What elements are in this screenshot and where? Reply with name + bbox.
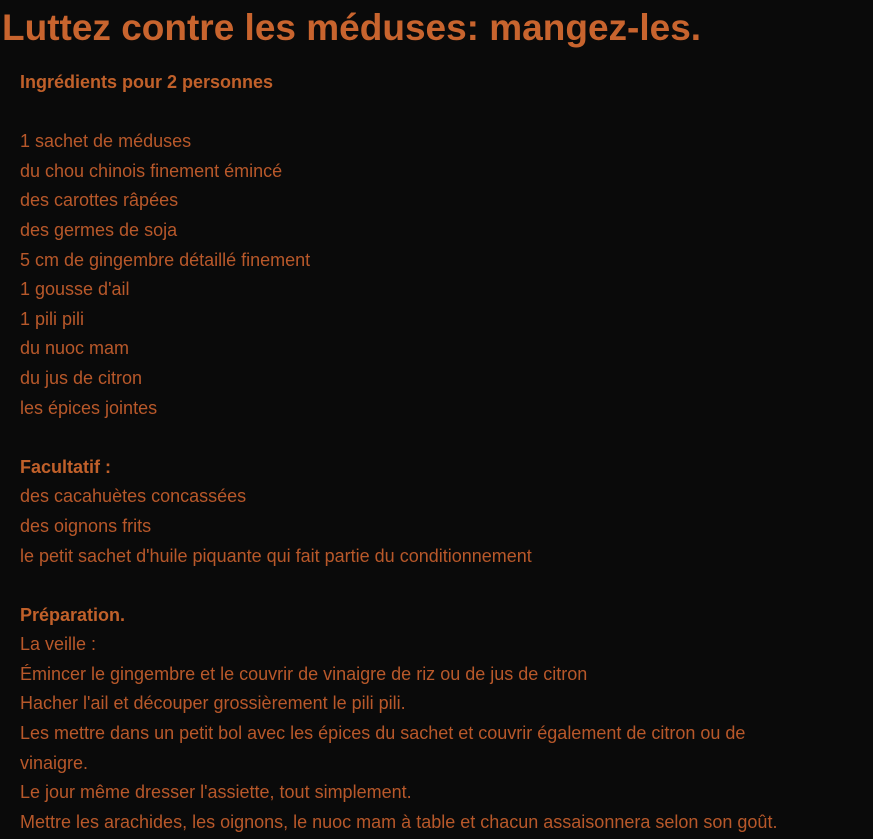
preparation-line: Le jour même dresser l'assiette, tout simplement. [20, 782, 412, 803]
spacer [20, 423, 870, 453]
ingredients-heading: Ingrédients pour 2 personnes [20, 72, 274, 92]
preparation-line: Mettre les arachides, les oignons, le nuoc mam à table et chacun assaisonnera selon son goût. [20, 811, 778, 832]
ingredient-item: du jus de citron [20, 367, 143, 388]
ingredient-item: 1 pili pili [20, 308, 85, 329]
ingredient-item: 5 cm de gingembre détaillé finement [20, 249, 311, 270]
optional-list [20, 482, 870, 571]
optional-item: des cacahuètes concassées [20, 486, 247, 507]
ingredient-item: des germes de soja [20, 219, 178, 240]
preparation-line: vinaigre. [20, 752, 89, 773]
spacer [20, 98, 870, 128]
preparation-line: Émincer le gingembre et le couvrir de vinaigre de riz ou de jus de citron [20, 663, 588, 684]
preparation-heading: Préparation. [20, 604, 126, 625]
recipe-content [20, 68, 870, 837]
spacer [20, 571, 870, 601]
preparation-line: Hacher l'ail et découper grossièrement le pili pili. [20, 693, 406, 714]
preparation-line: Les mettre dans un petit bol avec les épices du sachet et couvrir également de citron ou de [20, 723, 746, 744]
ingredient-item: 1 sachet de méduses [20, 131, 192, 152]
ingredient-item: des carottes râpées [20, 190, 179, 211]
ingredient-item: 1 gousse d'ail [20, 279, 130, 300]
ingredient-item: du nuoc mam [20, 338, 130, 359]
ingredient-item: du chou chinois finement émincé [20, 160, 283, 181]
optional-item: le petit sachet d'huile piquante qui fait partie du conditionnement [20, 545, 532, 566]
ingredients-list [20, 127, 870, 423]
preparation-line: La veille : [20, 634, 97, 655]
optional-item: des oignons frits [20, 515, 152, 536]
page-title: Luttez contre les méduses: mangez-les. [2, 7, 702, 48]
optional-heading: Facultatif : [20, 456, 112, 477]
preparation-steps [20, 630, 870, 837]
ingredient-item: les épices jointes [20, 397, 158, 418]
